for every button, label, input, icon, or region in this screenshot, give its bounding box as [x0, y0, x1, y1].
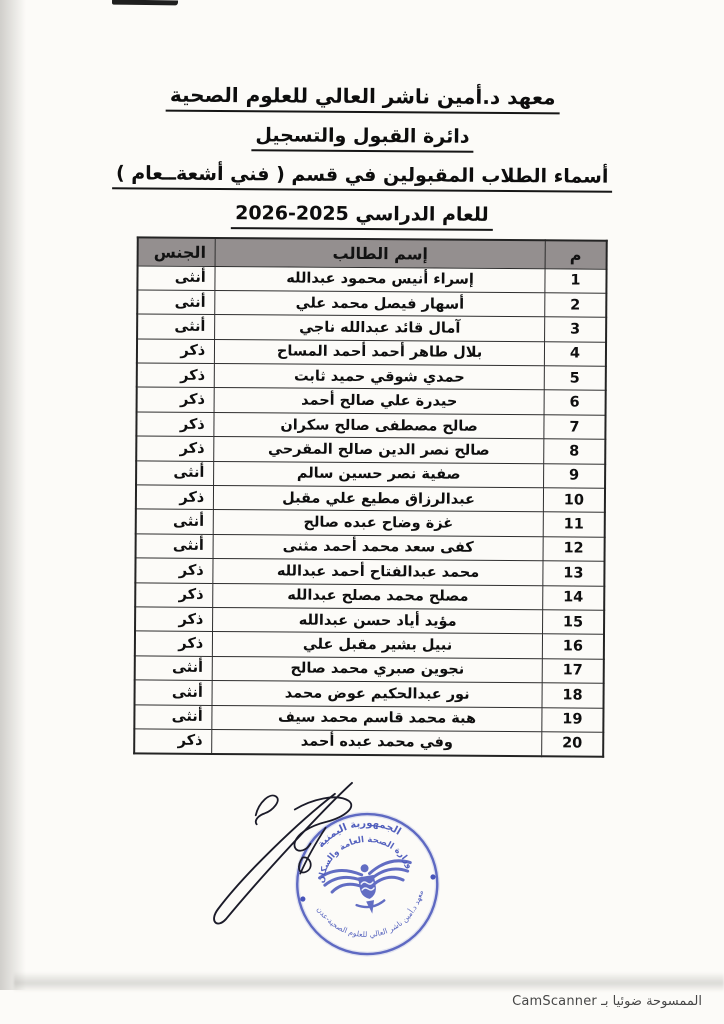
row-number: 10 — [543, 488, 605, 513]
row-number: 13 — [543, 561, 605, 586]
row-gender: ذكر — [136, 485, 214, 510]
row-gender: ذكر — [135, 583, 213, 608]
row-student-name: هبة محمد قاسم محمد سيف — [212, 705, 542, 732]
table-row — [136, 485, 605, 513]
doc-title-institute: معهد د.أمين ناشر العالي للعلوم الصحية — [51, 82, 675, 115]
table-header-name: إسم الطالب — [215, 238, 545, 268]
table-row — [134, 729, 603, 757]
row-number: 11 — [543, 512, 605, 537]
row-gender: أنثى — [137, 265, 215, 290]
table-header-row — [138, 237, 607, 268]
row-number: 17 — [542, 659, 604, 684]
row-student-name: نبيل بشير مقبل علي — [213, 632, 543, 659]
row-student-name: صالح نصر الدين صالح المقرحي — [214, 437, 544, 464]
row-number: 6 — [544, 390, 606, 415]
row-gender: ذكر — [134, 729, 212, 754]
row-number: 4 — [544, 341, 606, 366]
row-gender: ذكر — [137, 387, 215, 412]
stamp-arc-bottom-text: معهد د.أمين ناشر العالي للعلوم الصحية-عدن — [314, 889, 426, 940]
row-gender: ذكر — [136, 412, 214, 437]
stamp-arc-top-text: الجمهورية اليمنية — [315, 817, 403, 851]
table-row — [137, 339, 606, 367]
table-row — [135, 680, 604, 708]
row-student-name: مؤيد أياد حسن عبدالله — [213, 607, 543, 634]
row-number: 9 — [543, 463, 605, 488]
table-row — [137, 363, 606, 391]
row-gender: أنثى — [136, 461, 214, 486]
row-student-name: غزة وضاح عبده صالح — [213, 510, 543, 537]
table-row — [137, 314, 606, 342]
row-student-name: آمال قائد عبدالله ناجي — [215, 315, 545, 342]
row-student-name: محمد عبدالفتاح أحمد عبدالله — [213, 559, 543, 586]
table-row — [136, 412, 605, 440]
row-student-name: حيدرة علي صالح أحمد — [214, 388, 544, 415]
row-student-name: عبدالرزاق مطيع علي مقبل — [214, 485, 544, 512]
row-student-name: أسهار فيصل محمد علي — [215, 290, 545, 317]
row-number: 16 — [542, 634, 604, 659]
row-number: 14 — [543, 585, 605, 610]
table-row — [135, 607, 604, 635]
row-student-name: حمدي شوقي حميد ثابت — [215, 364, 545, 391]
table-row — [135, 631, 604, 659]
row-gender: أنثى — [135, 680, 213, 705]
row-number: 3 — [544, 317, 606, 342]
row-number: 1 — [545, 268, 607, 293]
row-gender: ذكر — [135, 607, 213, 632]
row-number: 7 — [544, 415, 606, 440]
row-number: 19 — [542, 707, 604, 732]
row-number: 18 — [542, 683, 604, 708]
row-number: 20 — [542, 732, 604, 757]
row-gender: ذكر — [136, 436, 214, 461]
table-row — [134, 704, 603, 732]
row-student-name: نور عبدالحكيم عوض محمد — [212, 681, 542, 708]
doc-title-department: دائرة القبول والتسجيل — [50, 123, 674, 154]
students-table-container — [133, 236, 608, 757]
row-number: 15 — [542, 610, 604, 635]
row-number: 12 — [543, 537, 605, 562]
document-header — [50, 82, 675, 244]
table-row — [136, 534, 605, 562]
row-gender: أنثى — [135, 656, 213, 681]
row-gender: أنثى — [137, 314, 215, 339]
table-row — [137, 290, 606, 318]
row-number: 2 — [545, 293, 607, 318]
row-student-name: وفي محمد عبده أحمد — [212, 729, 542, 756]
table-row — [136, 509, 605, 537]
row-student-name: مصلح محمد مصلح عبدالله — [213, 583, 543, 610]
row-student-name: كفى سعد محمد أحمد مثنى — [213, 534, 543, 561]
row-gender: ذكر — [135, 631, 213, 656]
row-gender: أنثى — [134, 704, 212, 729]
doc-title-year: للعام الدراسي 2025-2026 — [50, 201, 674, 232]
camscanner-watermark: الممسوحة ضوئيا بـ CamScanner — [512, 994, 702, 1009]
row-student-name: نجوين صبري محمد صالح — [212, 656, 542, 683]
table-row — [137, 265, 606, 293]
table-header-number: م — [545, 240, 607, 268]
students-table — [133, 236, 608, 757]
row-number: 8 — [544, 439, 606, 464]
row-gender: أنثى — [136, 509, 214, 534]
signature — [198, 769, 404, 942]
row-gender: ذكر — [137, 339, 215, 364]
stamp-arc-middle-text: وزارة الصحة العامة والسكان — [316, 834, 415, 884]
doc-title-list: أسماء الطلاب المقبولين في قسم ( فني أشعةــعام ) — [50, 162, 674, 193]
table-row — [136, 461, 605, 489]
row-student-name: بلال طاهر أحمد أحمد المساح — [215, 339, 545, 366]
table-row — [136, 436, 605, 464]
row-gender: ذكر — [137, 363, 215, 388]
row-gender: ذكر — [135, 558, 213, 583]
table-row — [137, 387, 606, 415]
row-student-name: إسراء أنيس محمود عبدالله — [215, 266, 545, 293]
row-gender: أنثى — [136, 534, 214, 559]
row-number: 5 — [544, 366, 606, 391]
row-gender: أنثى — [137, 290, 215, 315]
table-body — [134, 265, 606, 756]
row-student-name: صفية نصر حسين سالم — [214, 461, 544, 488]
table-row — [135, 558, 604, 586]
table-row — [135, 583, 604, 611]
table-header-gender: الجنس — [138, 237, 216, 266]
row-student-name: صالح مصطفى صالح سكران — [214, 412, 544, 439]
table-row — [135, 656, 604, 684]
